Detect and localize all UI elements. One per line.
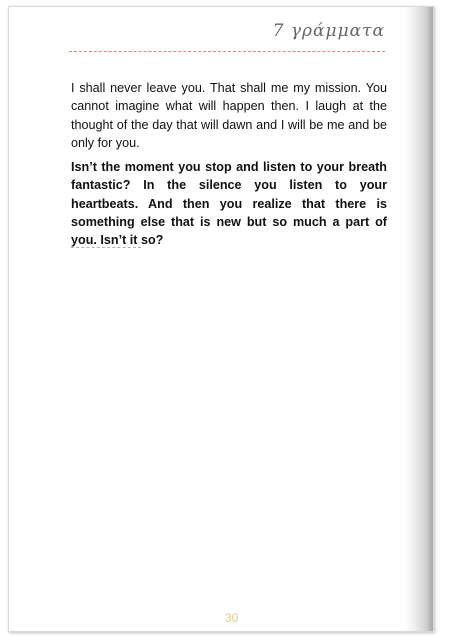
running-header-title: 7 γράμματα bbox=[272, 21, 385, 41]
paragraph-1: I shall never leave you. That shall me my mission. You cannot imagine what will happen then. I laugh at the thought of the day that will dawn and I will be me and be only for you. bbox=[71, 81, 387, 150]
page-number: 30 bbox=[225, 611, 239, 625]
section-end-divider bbox=[71, 247, 141, 248]
page-curl-shadow bbox=[405, 7, 433, 631]
paragraph-2-bold: Isn’t the moment you stop and listen to your breath fantastic? In the silence you listen to your heartbeats. And then you realize that there is something else that is new but so much a part of you. Isn’t it so? bbox=[71, 160, 387, 248]
book-page bbox=[8, 6, 434, 632]
header-divider bbox=[69, 51, 385, 52]
